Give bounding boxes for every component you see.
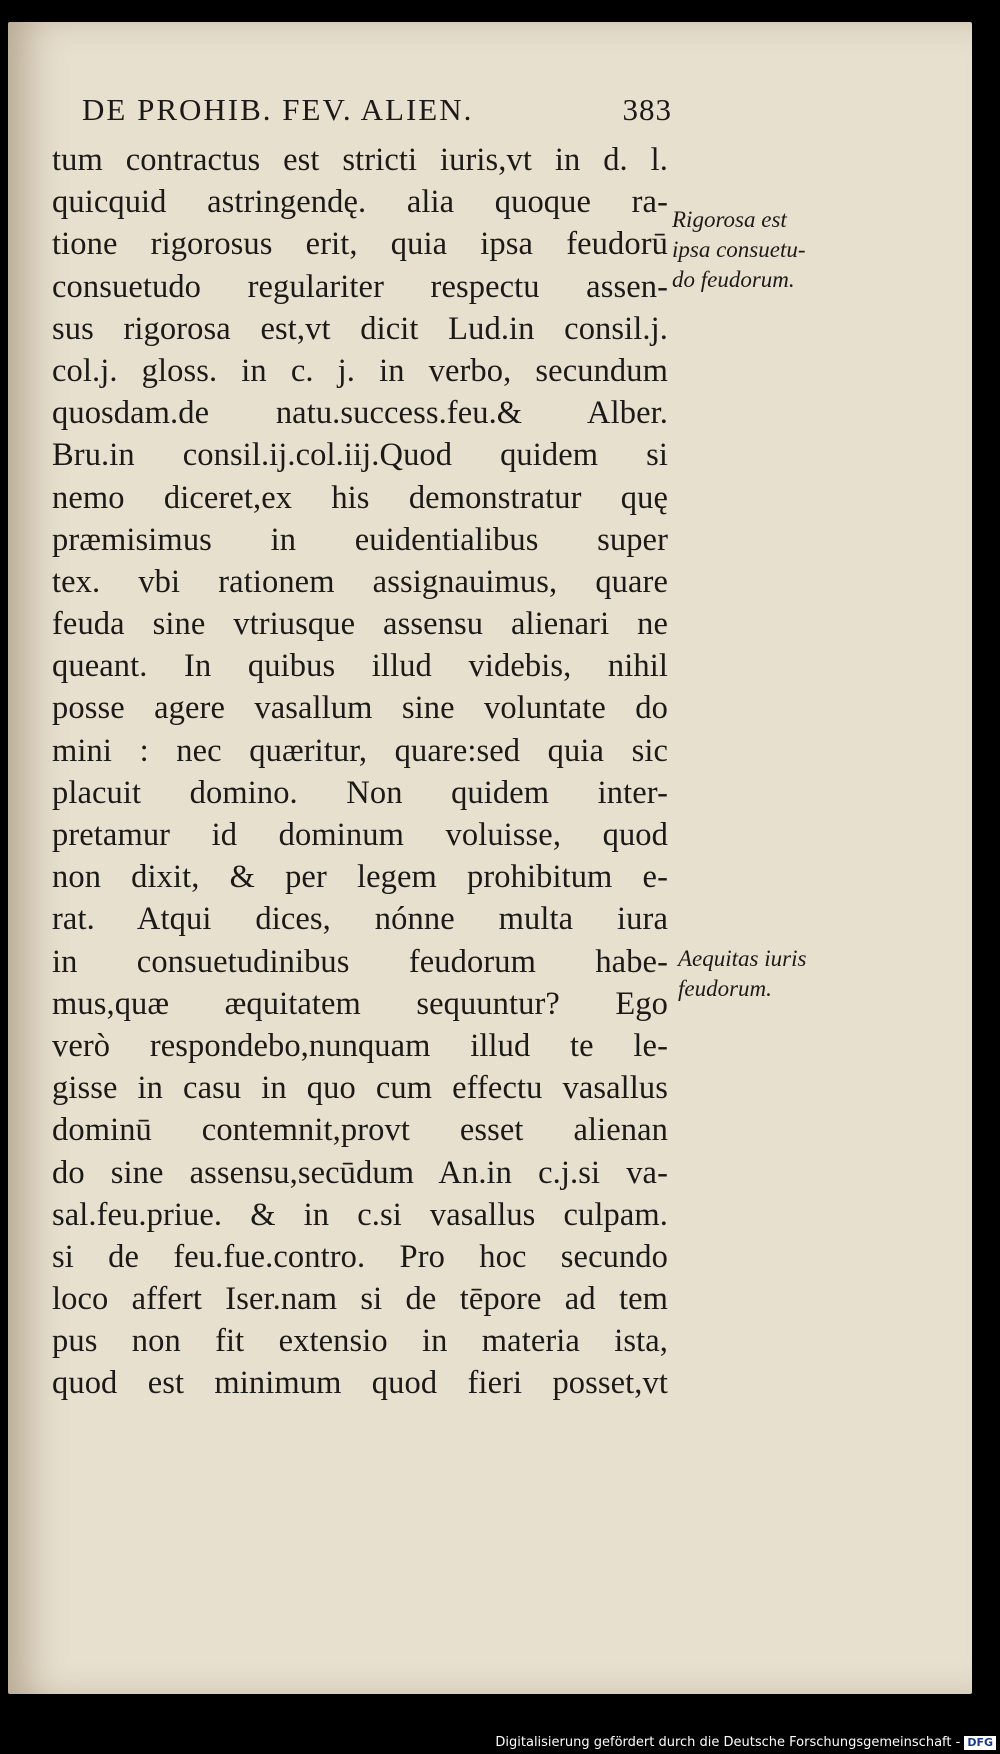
text-line: tum contractus est stricti iuris,vt in d. l. <box>52 142 668 178</box>
text-line: posse agere vasallum sine voluntate do <box>52 690 668 727</box>
text-line: Bru.in consil.ij.col.iij.Quod quidem si <box>52 437 668 474</box>
text-line: præmisimus in euidentialibus super <box>52 521 668 558</box>
marginal-note-line: feudorum. <box>678 976 772 1001</box>
text-line: sal.feu.priue. & in c.si vasallus culpam. <box>52 1196 668 1233</box>
running-title: DE PROHIB. FEV. ALIEN. <box>82 92 474 127</box>
text-line: sus rigorosa est,vt dicit Lud.in consil.j. <box>52 310 668 347</box>
marginal-note-line: Rigorosa est <box>672 207 787 232</box>
text-line: quosdam.de natu.success.feu.& Alber. <box>52 395 668 432</box>
text-line: mus,quæ æquitatem sequuntur? Ego <box>52 985 668 1022</box>
text-line: do sine assensu,secūdum An.in c.j.si va- <box>52 1154 668 1191</box>
text-line: verò respondebo,nunquam illud te le- <box>52 1027 668 1064</box>
page-number: 383 <box>622 92 672 127</box>
main-text-block <box>52 139 668 1405</box>
marginal-note-line: ipsa consuetu- <box>672 237 806 262</box>
text-line: quod est minimum quod fieri posset,vt <box>52 1365 668 1402</box>
text-line: quicquid astringendę. alia quoque ra- <box>52 184 668 221</box>
dfg-logo: DFG <box>964 1736 996 1750</box>
text-line: rat. Atqui dices, nónne multa iura <box>52 901 668 938</box>
marginal-note-1 <box>672 205 806 295</box>
text-line: gisse in casu in quo cum effectu vasallus <box>52 1070 668 1107</box>
text-line: non dixit, & per legem prohibitum e- <box>52 859 668 896</box>
running-header <box>82 92 672 132</box>
digitization-credit <box>495 1732 1000 1754</box>
marginal-note-line: Aequitas iuris <box>678 946 807 971</box>
text-line: mini : nec quæritur, quare:sed quia sic <box>52 732 668 769</box>
text-line: feuda sine vtriusque assensu alienari ne <box>52 606 668 643</box>
text-line: si de feu.fue.contro. Pro hoc secundo <box>52 1238 668 1275</box>
marginal-note-2 <box>678 944 806 1004</box>
text-line: in consuetudinibus feudorum habe- <box>52 943 668 980</box>
text-line: col.j. gloss. in c. j. in verbo, secundum <box>52 352 668 389</box>
text-line: loco affert Iser.nam si de tēpore ad tem <box>52 1281 668 1318</box>
text-line: pretamur id dominum voluisse, quod <box>52 817 668 853</box>
text-line: dominū contemnit,provt esset alienan <box>52 1112 668 1149</box>
marginal-note-line: do feudorum. <box>672 267 795 292</box>
text-line: pus non fit extensio in materia ista, <box>52 1323 668 1360</box>
text-line: consuetudo regulariter respectu assen- <box>52 268 668 305</box>
text-line: queant. In quibus illud videbis, nihil <box>52 648 668 685</box>
text-line: nemo diceret,ex his demonstratur quę <box>52 479 668 516</box>
credit-text: Digitalisierung gefördert durch die Deutsche Forschungsgemeinschaft - <box>495 1735 961 1750</box>
text-line: tione rigorosus erit, quia ipsa feudorū <box>52 226 668 263</box>
text-line: tex. vbi rationem assignauimus, quare <box>52 563 668 600</box>
text-line: placuit domino. Non quidem inter- <box>52 774 668 811</box>
